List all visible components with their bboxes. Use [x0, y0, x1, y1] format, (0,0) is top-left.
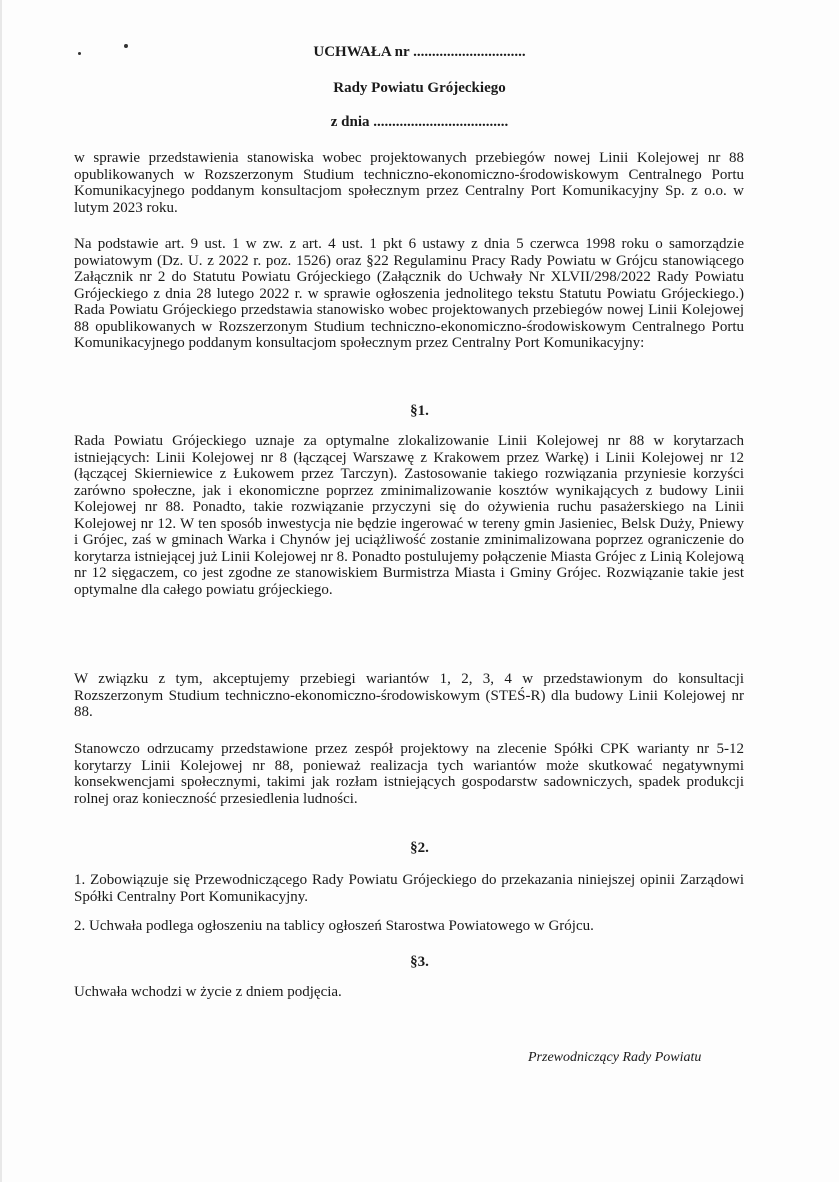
section-2-point-2: 2. Uchwała podlega ogłoszeniu na tablicy ogłoszeń Starostwa Powiatowego w Grójcu.: [74, 918, 594, 934]
section-1-paragraph-2: W związku z tym, akceptujemy przebiegi wariantów 1, 2, 3, 4 w przedstawionym do konsultacji Rozszerzonym Studium techniczno-ekonomiczno-środowiskowym (STEŚ-R) dla budowy Linii Kolejowej nr 88.: [74, 671, 744, 720]
section-1-heading: §1.: [410, 403, 429, 419]
signature-line: Przewodniczący Rady Powiatu: [528, 1050, 702, 1065]
section-1-paragraph-3: Stanowczo odrzucamy przedstawione przez zespół projektowy na zlecenie Spółki CPK warianty nr 5-12 korytarzy Linii Kolejowej nr 88, ponieważ realizacja tych wariantów może skutkować negatywnymi konsekwencjami społecznymi, takimi jak rozłam istniejących gospodarstw sadowniczych, spadek produkcji rolnej oraz konieczność przesiedlenia ludności.: [74, 741, 744, 807]
subject-paragraph: w sprawie przedstawienia stanowiska wobec projektowanych przebiegów nowej Linii Kolejowej nr 88 opublikowanych w Rozszerzonym Studium techniczno-ekonomiczno-środowiskowym Centralnego Portu Komunikacyjnego poddanym konsultacjom społecznym przez Centralny Port Komunikacyjny Sp. z o.o. w lutym 2023 roku.: [74, 150, 744, 216]
preamble-paragraph: Na podstawie art. 9 ust. 1 w zw. z art. 4 ust. 1 pkt 6 ustawy z dnia 5 czerwca 1998 roku o samorządzie powiatowym (Dz. U. z 2022 r. poz. 1526) oraz §22 Regulaminu Pracy Rady Powiatu w Grójcu stanowiącego Załącznik nr 2 do Statutu Powiatu Grójeckiego (Załącznik do Uchwały Nr XLVII/298/2022 Rady Powiatu Grójeckiego z dnia 28 lutego 2022 r. w sprawie ogłoszenia jednolitego tekstu Statutu Powiatu Grójeckiego.) Rada Powiatu Grójeckiego przedstawia stanowisko wobec projektowanych przebiegów nowej Linii Kolejowej 88 opublikowanych w Rozszerzonym Studium techniczno-ekonomiczno-środowiskowym Centralnego Portu Komunikacyjnego poddanym konsultacjom społecznym przez Centralny Port Komunikacyjny:: [74, 236, 744, 351]
section-1-paragraph-1: Rada Powiatu Grójeckiego uznaje za optymalne zlokalizowanie Linii Kolejowej nr 88 w korytarzach istniejących: Linii Kolejowej nr 8 (łączącej Warszawę z Krakowem przez Warkę) i Linii Kolejowej nr 12 (łączącej Skierniewice z Łukowem przez Tarczyn). Zastosowanie takiego rozwiązania przyniesie korzyści zarówno społeczne, jak i ekonomiczne poprzez zminimalizowanie kosztów wynikających z budowy Linii Kolejowej nr 88. Ponadto, takie rozwiązanie przyczyni się do ożywienia ruchu pasażerskiego na Linii Kolejowej nr 12. W ten sposób inwestycja nie będzie ingerować w tereny gmin Jasieniec, Belsk Duży, Pniewy i Grójec, zaś w gminach Warka i Chynów jej uciążliwość zostanie zminimalizowana poprzez ograniczenie do korytarza istniejącej już Linii Kolejowej nr 8. Ponadto postulujemy połączenie Miasta Grójec z Linią Kolejową nr 12 sięgaczem, co jest zgodne ze stanowiskiem Burmistrza Miasta i Gminy Grójec. Rozwiązanie takie jest optymalne dla całego powiatu grójeckiego.: [74, 433, 744, 598]
section-3-paragraph: Uchwała wchodzi w życie z dniem podjęcia.: [74, 984, 342, 1000]
scan-edge: [0, 0, 2, 1182]
section-2-heading: §2.: [410, 840, 429, 856]
date-line: z dnia ....................................: [330, 114, 509, 130]
council-name: Rady Powiatu Grójeckiego: [333, 80, 506, 96]
section-3-heading: §3.: [410, 954, 429, 970]
section-2-point-1: 1. Zobowiązuje się Przewodniczącego Rady Powiatu Grójeckiego do przekazania niniejszej opinii Zarządowi Spółki Centralny Port Komunikacyjny.: [74, 872, 744, 905]
resolution-title: UCHWAŁA nr ..............................: [313, 44, 526, 60]
